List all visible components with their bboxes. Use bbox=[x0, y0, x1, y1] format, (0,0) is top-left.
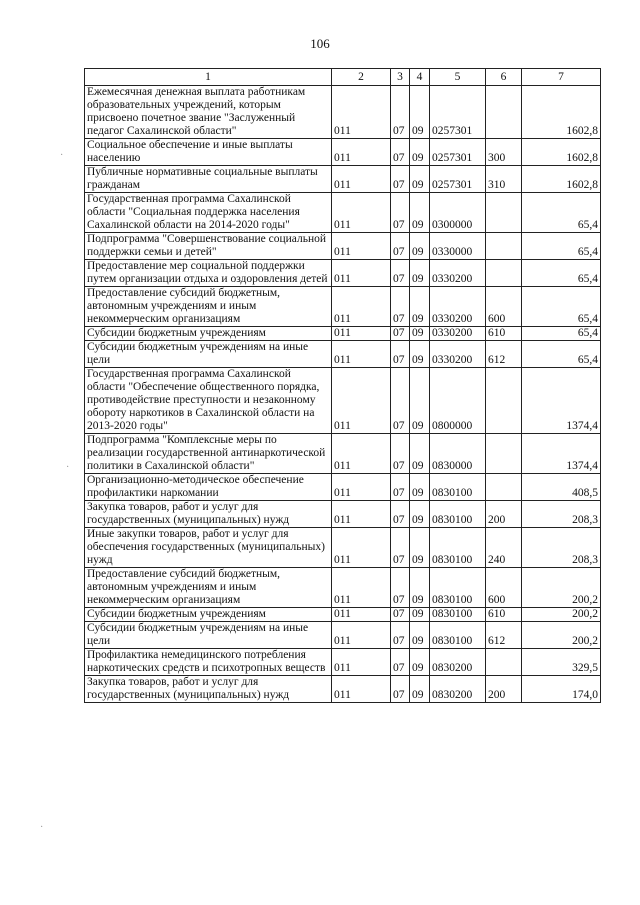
cell-name: Предоставление субсидий бюджетным, автономным учреждениям и иным некоммерческим организациям bbox=[85, 287, 332, 327]
cell-col4: 09 bbox=[410, 233, 430, 260]
cell-amount: 65,4 bbox=[522, 341, 601, 368]
cell-name: Закупка товаров, работ и услуг для государственных (муниципальных) нужд bbox=[85, 501, 332, 528]
cell-col4: 09 bbox=[410, 166, 430, 193]
cell-name: Субсидии бюджетным учреждениям на иные цели bbox=[85, 341, 332, 368]
cell-amount: 65,4 bbox=[522, 233, 601, 260]
cell-name: Подпрограмма "Совершенствование социальной поддержки семьи и детей" bbox=[85, 233, 332, 260]
table-row bbox=[85, 86, 601, 139]
cell-col3: 07 bbox=[391, 474, 410, 501]
cell-col2: 011 bbox=[332, 368, 391, 434]
cell-col4: 09 bbox=[410, 501, 430, 528]
cell-name: Предоставление мер социальной поддержки путем организации отдыха и оздоровления детей bbox=[85, 260, 332, 287]
column-header: 1 bbox=[85, 69, 332, 86]
cell-col3: 07 bbox=[391, 341, 410, 368]
cell-col6: 240 bbox=[486, 528, 522, 568]
cell-col2: 011 bbox=[332, 474, 391, 501]
table-row bbox=[85, 622, 601, 649]
table-row bbox=[85, 260, 601, 287]
scan-speck: · bbox=[66, 462, 70, 473]
cell-col6 bbox=[486, 86, 522, 139]
cell-col6: 200 bbox=[486, 501, 522, 528]
cell-name: Государственная программа Сахалинской области "Обеспечение общественного порядка, противодействие преступности и незаконному обороту наркотиков в Сахалинской области на 2013-2020 годы" bbox=[85, 368, 332, 434]
cell-col5: 0330200 bbox=[430, 260, 486, 287]
cell-col3: 07 bbox=[391, 622, 410, 649]
cell-col6 bbox=[486, 474, 522, 501]
column-header: 6 bbox=[486, 69, 522, 86]
cell-col2: 011 bbox=[332, 260, 391, 287]
cell-col2: 011 bbox=[332, 327, 391, 341]
cell-col4: 09 bbox=[410, 368, 430, 434]
table-row bbox=[85, 568, 601, 608]
column-header: 7 bbox=[522, 69, 601, 86]
cell-col6: 612 bbox=[486, 341, 522, 368]
cell-col6 bbox=[486, 233, 522, 260]
cell-col3: 07 bbox=[391, 528, 410, 568]
cell-col5: 0257301 bbox=[430, 139, 486, 166]
cell-col6 bbox=[486, 368, 522, 434]
scan-speck: · bbox=[60, 150, 64, 161]
cell-col3: 07 bbox=[391, 86, 410, 139]
cell-col6 bbox=[486, 193, 522, 233]
cell-amount: 174,0 bbox=[522, 676, 601, 703]
cell-col5: 0830200 bbox=[430, 676, 486, 703]
cell-name: Подпрограмма "Комплексные меры по реализации государственной антинаркотической политики в Сахалинской области" bbox=[85, 434, 332, 474]
cell-amount: 65,4 bbox=[522, 193, 601, 233]
cell-amount: 65,4 bbox=[522, 287, 601, 327]
cell-col3: 07 bbox=[391, 193, 410, 233]
column-header: 3 bbox=[391, 69, 410, 86]
cell-col6: 310 bbox=[486, 166, 522, 193]
cell-col3: 07 bbox=[391, 368, 410, 434]
cell-col6 bbox=[486, 260, 522, 287]
cell-name: Субсидии бюджетным учреждениям bbox=[85, 608, 332, 622]
table-row bbox=[85, 528, 601, 568]
cell-col2: 011 bbox=[332, 166, 391, 193]
cell-amount: 208,3 bbox=[522, 501, 601, 528]
cell-col3: 07 bbox=[391, 166, 410, 193]
table-row bbox=[85, 676, 601, 703]
cell-name: Публичные нормативные социальные выплаты гражданам bbox=[85, 166, 332, 193]
cell-amount: 1602,8 bbox=[522, 86, 601, 139]
cell-col3: 07 bbox=[391, 327, 410, 341]
cell-col6 bbox=[486, 434, 522, 474]
cell-col4: 09 bbox=[410, 287, 430, 327]
cell-col2: 011 bbox=[332, 676, 391, 703]
table-row bbox=[85, 649, 601, 676]
cell-col4: 09 bbox=[410, 341, 430, 368]
cell-col5: 0257301 bbox=[430, 166, 486, 193]
cell-col4: 09 bbox=[410, 193, 430, 233]
cell-col5: 0330200 bbox=[430, 287, 486, 327]
cell-col4: 09 bbox=[410, 649, 430, 676]
cell-amount: 65,4 bbox=[522, 327, 601, 341]
table-row bbox=[85, 368, 601, 434]
cell-col3: 07 bbox=[391, 260, 410, 287]
cell-amount: 200,2 bbox=[522, 622, 601, 649]
cell-col6: 600 bbox=[486, 568, 522, 608]
cell-name: Субсидии бюджетным учреждениям на иные цели bbox=[85, 622, 332, 649]
cell-col2: 011 bbox=[332, 528, 391, 568]
cell-col5: 0800000 bbox=[430, 368, 486, 434]
cell-col4: 09 bbox=[410, 434, 430, 474]
cell-amount: 329,5 bbox=[522, 649, 601, 676]
cell-col2: 011 bbox=[332, 233, 391, 260]
cell-amount: 1374,4 bbox=[522, 368, 601, 434]
cell-col5: 0830100 bbox=[430, 474, 486, 501]
table-row bbox=[85, 474, 601, 501]
cell-name: Закупка товаров, работ и услуг для государственных (муниципальных) нужд bbox=[85, 676, 332, 703]
cell-col3: 07 bbox=[391, 434, 410, 474]
cell-amount: 1374,4 bbox=[522, 434, 601, 474]
budget-table bbox=[84, 68, 601, 703]
cell-col4: 09 bbox=[410, 474, 430, 501]
cell-name: Субсидии бюджетным учреждениям bbox=[85, 327, 332, 341]
cell-amount: 200,2 bbox=[522, 568, 601, 608]
cell-col6: 300 bbox=[486, 139, 522, 166]
column-header: 5 bbox=[430, 69, 486, 86]
table-row bbox=[85, 139, 601, 166]
cell-col2: 011 bbox=[332, 86, 391, 139]
cell-col5: 0830100 bbox=[430, 568, 486, 608]
header-row bbox=[85, 69, 601, 86]
cell-col5: 0330200 bbox=[430, 341, 486, 368]
cell-col4: 09 bbox=[410, 86, 430, 139]
table-row bbox=[85, 166, 601, 193]
cell-col5: 0330200 bbox=[430, 327, 486, 341]
cell-name: Профилактика немедицинского потребления наркотических средств и психотропных веществ bbox=[85, 649, 332, 676]
table-row bbox=[85, 501, 601, 528]
cell-amount: 1602,8 bbox=[522, 166, 601, 193]
cell-amount: 200,2 bbox=[522, 608, 601, 622]
cell-amount: 408,5 bbox=[522, 474, 601, 501]
cell-col2: 011 bbox=[332, 622, 391, 649]
scan-speck: · bbox=[40, 822, 44, 833]
table-row bbox=[85, 193, 601, 233]
column-header: 2 bbox=[332, 69, 391, 86]
cell-col5: 0257301 bbox=[430, 86, 486, 139]
cell-col2: 011 bbox=[332, 501, 391, 528]
cell-name: Иные закупки товаров, работ и услуг для обеспечения государственных (муниципальных) нужд bbox=[85, 528, 332, 568]
cell-col4: 09 bbox=[410, 327, 430, 341]
cell-col6: 610 bbox=[486, 327, 522, 341]
cell-col5: 0830200 bbox=[430, 649, 486, 676]
cell-col2: 011 bbox=[332, 568, 391, 608]
cell-col5: 0330000 bbox=[430, 233, 486, 260]
cell-col3: 07 bbox=[391, 233, 410, 260]
cell-col2: 011 bbox=[332, 139, 391, 166]
cell-col4: 09 bbox=[410, 622, 430, 649]
cell-name: Государственная программа Сахалинской области "Социальная поддержка населения Сахалинской области на 2014-2020 годы" bbox=[85, 193, 332, 233]
cell-col2: 011 bbox=[332, 341, 391, 368]
cell-col6: 600 bbox=[486, 287, 522, 327]
cell-col4: 09 bbox=[410, 608, 430, 622]
cell-col5: 0830000 bbox=[430, 434, 486, 474]
cell-col5: 0830100 bbox=[430, 528, 486, 568]
cell-col3: 07 bbox=[391, 287, 410, 327]
cell-name: Ежемесячная денежная выплата работникам образовательных учреждений, которым присвоено почетное звание "Заслуженный педагог Сахалинской области" bbox=[85, 86, 332, 139]
cell-col5: 0830100 bbox=[430, 622, 486, 649]
cell-col5: 0830100 bbox=[430, 608, 486, 622]
table-row bbox=[85, 327, 601, 341]
cell-name: Социальное обеспечение и иные выплаты населению bbox=[85, 139, 332, 166]
cell-col4: 09 bbox=[410, 676, 430, 703]
cell-col5: 0830100 bbox=[430, 501, 486, 528]
cell-col6: 200 bbox=[486, 676, 522, 703]
cell-name: Предоставление субсидий бюджетным, автономным учреждениям и иным некоммерческим организациям bbox=[85, 568, 332, 608]
cell-col2: 011 bbox=[332, 193, 391, 233]
cell-col6 bbox=[486, 649, 522, 676]
cell-col2: 011 bbox=[332, 434, 391, 474]
cell-amount: 1602,8 bbox=[522, 139, 601, 166]
table-row bbox=[85, 341, 601, 368]
cell-col3: 07 bbox=[391, 139, 410, 166]
cell-col2: 011 bbox=[332, 287, 391, 327]
cell-col3: 07 bbox=[391, 568, 410, 608]
column-header: 4 bbox=[410, 69, 430, 86]
cell-col4: 09 bbox=[410, 139, 430, 166]
cell-col4: 09 bbox=[410, 260, 430, 287]
cell-col3: 07 bbox=[391, 501, 410, 528]
cell-col2: 011 bbox=[332, 649, 391, 676]
cell-col5: 0300000 bbox=[430, 193, 486, 233]
cell-col4: 09 bbox=[410, 568, 430, 608]
cell-col6: 612 bbox=[486, 622, 522, 649]
cell-col4: 09 bbox=[410, 528, 430, 568]
table-row bbox=[85, 608, 601, 622]
table-row bbox=[85, 434, 601, 474]
cell-amount: 208,3 bbox=[522, 528, 601, 568]
table-row bbox=[85, 233, 601, 260]
cell-col6: 610 bbox=[486, 608, 522, 622]
cell-amount: 65,4 bbox=[522, 260, 601, 287]
cell-col2: 011 bbox=[332, 608, 391, 622]
cell-col3: 07 bbox=[391, 676, 410, 703]
page-number: 106 bbox=[310, 36, 330, 51]
table-row bbox=[85, 287, 601, 327]
cell-col3: 07 bbox=[391, 649, 410, 676]
cell-name: Организационно-методическое обеспечение профилактики наркомании bbox=[85, 474, 332, 501]
cell-col3: 07 bbox=[391, 608, 410, 622]
